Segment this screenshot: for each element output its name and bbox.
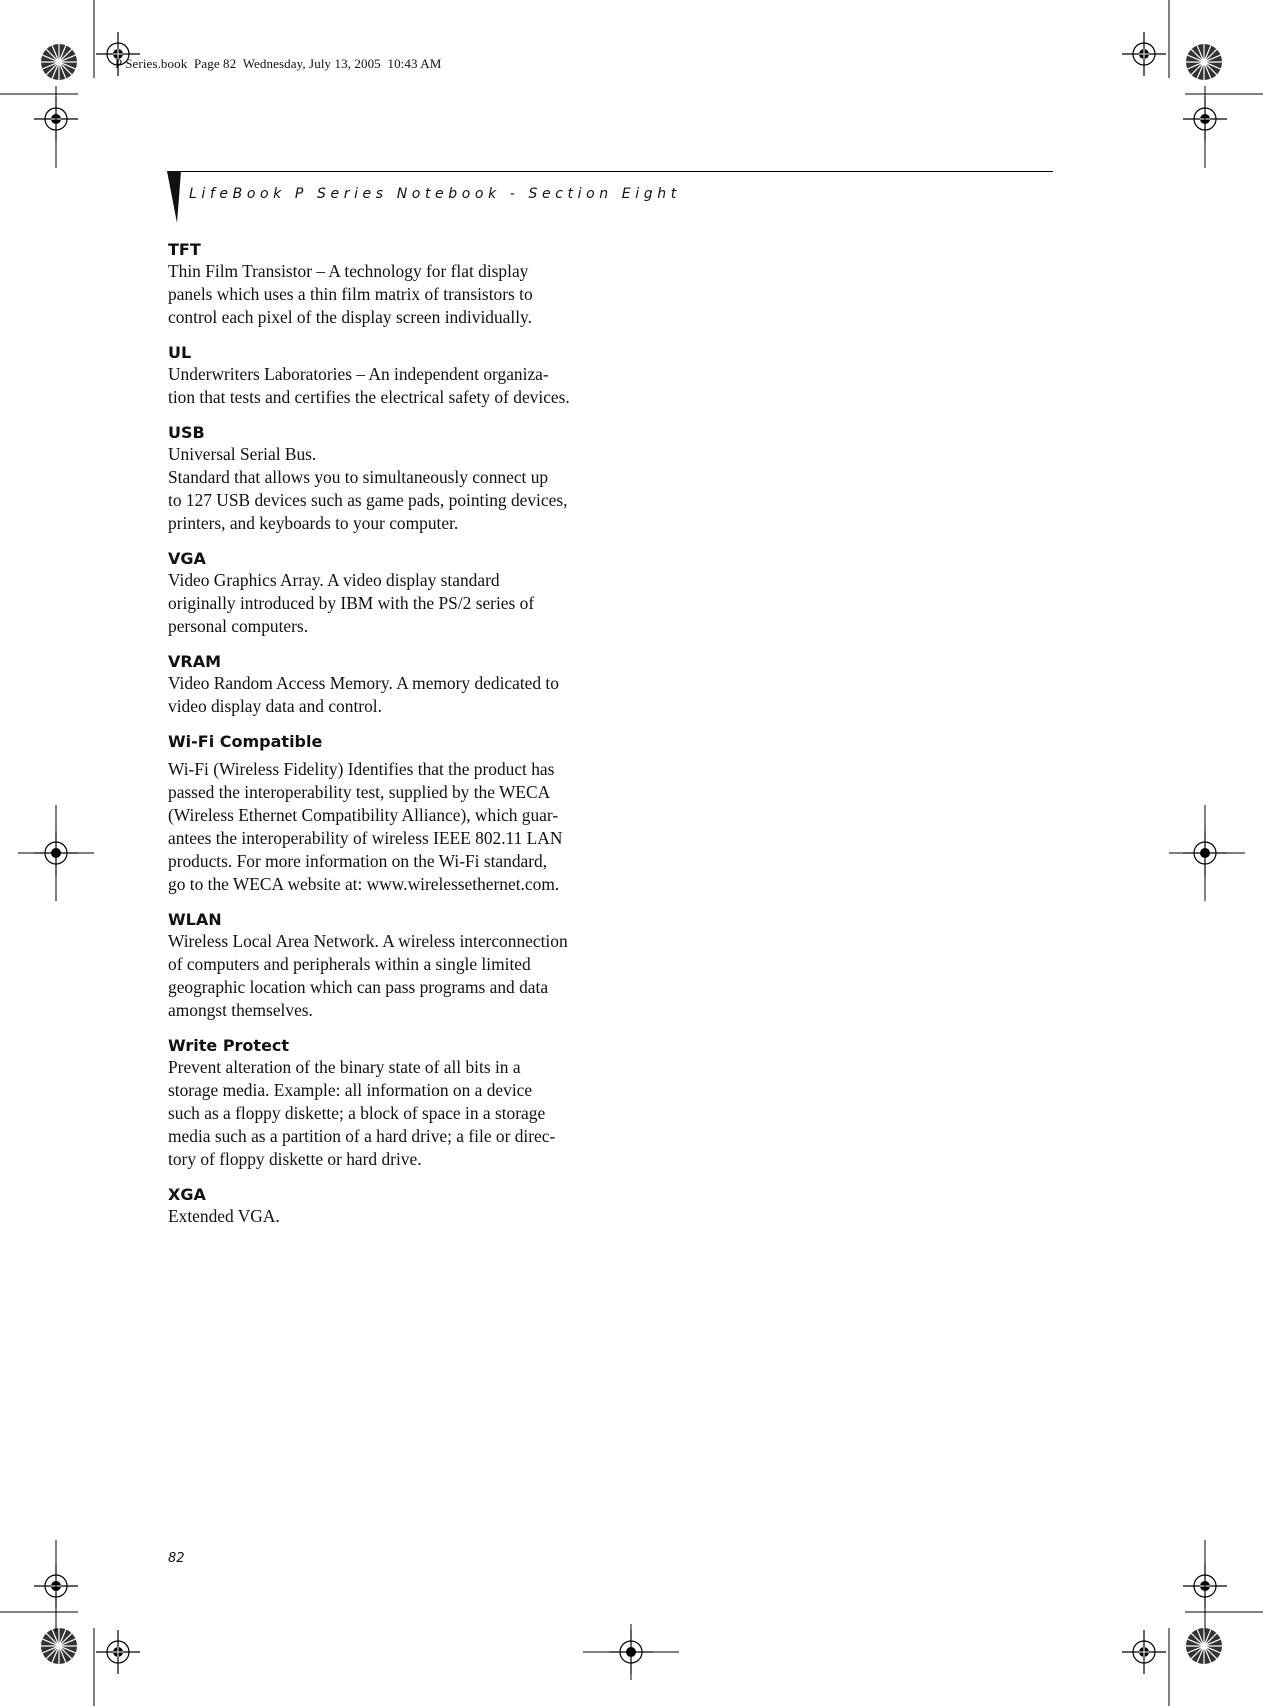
definition-line: tion that tests and certifies the electrical safety of devices.: [168, 387, 570, 407]
definition-line: passed the interoperability test, supplied by the WECA: [168, 782, 551, 802]
glossary-term: VRAM: [168, 652, 222, 671]
starburst-mark-icon: [1186, 1628, 1222, 1664]
definition-line: geographic location which can pass programs and data: [168, 977, 549, 997]
definition-line: Extended VGA.: [168, 1206, 280, 1226]
definition-line: Wireless Local Area Network. A wireless interconnection: [168, 931, 568, 951]
definition-line: Standard that allows you to simultaneously connect up: [168, 467, 549, 487]
definition-line: to 127 USB devices such as game pads, pointing devices,: [168, 490, 568, 510]
glossary-term: XGA: [168, 1185, 206, 1204]
glossary-term: TFT: [168, 240, 201, 259]
glossary-term: USB: [168, 423, 205, 442]
definition-line: Universal Serial Bus.: [168, 444, 317, 464]
definition-line: products. For more information on the Wi-Fi standard,: [168, 851, 548, 871]
glossary-term: VGA: [168, 549, 206, 568]
definition-line: printers, and keyboards to your computer.: [168, 513, 459, 533]
definition-line: such as a floppy diskette; a block of space in a storage: [168, 1103, 546, 1123]
registration-mark-icon: [96, 1630, 140, 1674]
starburst-mark-icon: [1186, 44, 1222, 80]
definition-line: Thin Film Transistor – A technology for flat display: [168, 261, 529, 281]
glossary-term: Wi-Fi Compatible: [168, 732, 323, 751]
glossary-term: Write Protect: [168, 1036, 290, 1055]
glossary-term: WLAN: [168, 910, 222, 929]
page-number: 82: [168, 1551, 185, 1566]
definition-line: Video Random Access Memory. A memory dedicated to: [168, 673, 559, 693]
registration-mark-icon: [1122, 32, 1166, 76]
definition-line: Wi-Fi (Wireless Fidelity) Identifies that the product has: [168, 759, 555, 779]
definition-line: storage media. Example: all information on a device: [168, 1080, 533, 1100]
definition-line: media such as a partition of a hard drive; a file or direc-: [168, 1126, 556, 1146]
running-header-title: LifeBook P Series Notebook - Section Eight: [189, 186, 681, 202]
definition-line: Prevent alteration of the binary state of all bits in a: [168, 1057, 521, 1077]
definition-line: video display data and control.: [168, 696, 382, 716]
definition-line: amongst themselves.: [168, 1000, 313, 1020]
definition-line: originally introduced by IBM with the PS/2 series of: [168, 593, 535, 613]
starburst-mark-icon: [41, 1628, 77, 1664]
registration-mark-icon: [1122, 1630, 1166, 1674]
definition-line: of computers and peripherals within a single limited: [168, 954, 531, 974]
definition-line: control each pixel of the display screen individually.: [168, 307, 532, 327]
definition-line: tory of floppy diskette or hard drive.: [168, 1149, 422, 1169]
glossary-term: UL: [168, 343, 192, 362]
definition-line: panels which uses a thin film matrix of transistors to: [168, 284, 533, 304]
registration-mark-icon: [96, 32, 140, 76]
definition-line: Video Graphics Array. A video display standard: [168, 570, 500, 590]
definition-line: (Wireless Ethernet Compatibility Alliance), which guar-: [168, 805, 559, 825]
print-slug-line: P Series.book Page 82 Wednesday, July 13, 2005 10:43 AM: [115, 56, 442, 71]
definition-line: personal computers.: [168, 616, 309, 636]
definition-line: Underwriters Laboratories – An independent organiza-: [168, 364, 549, 384]
definition-line: go to the WECA website at: www.wirelessethernet.com.: [168, 874, 560, 894]
definition-line: antees the interoperability of wireless IEEE 802.11 LAN: [168, 828, 563, 848]
starburst-mark-icon: [41, 44, 77, 80]
